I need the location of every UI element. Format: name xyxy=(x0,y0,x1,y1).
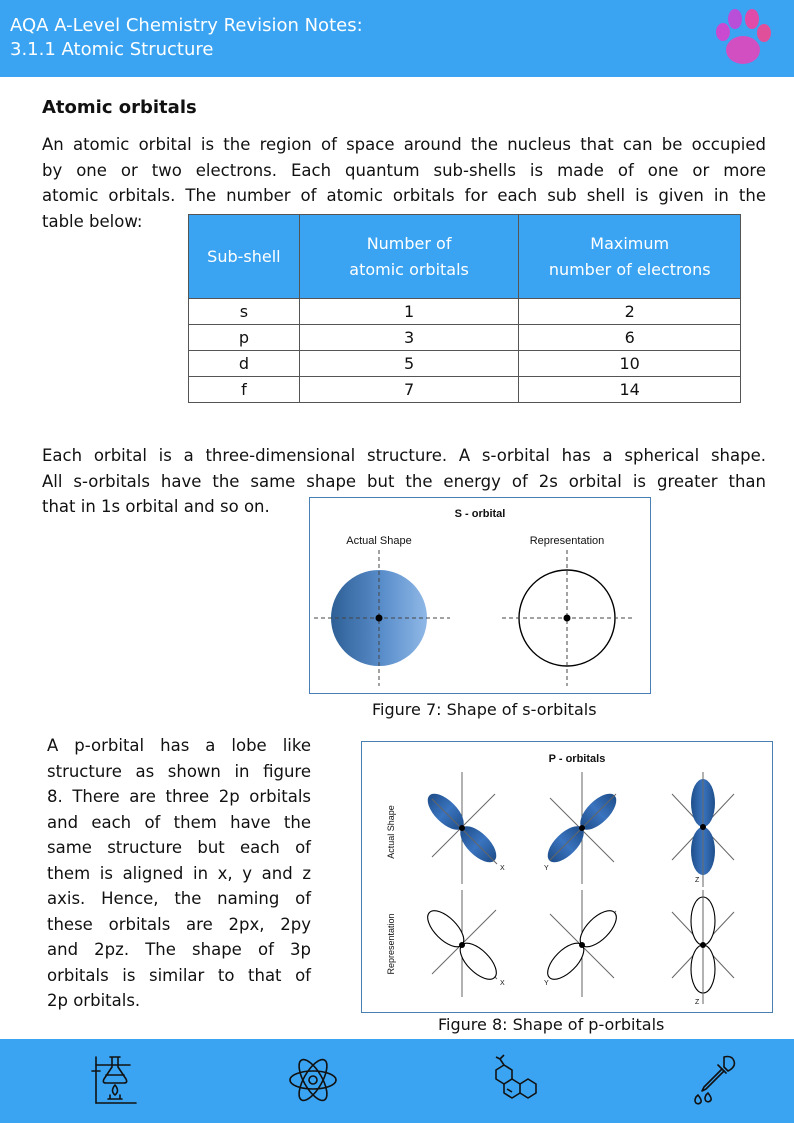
figure7-title: S - orbital xyxy=(454,508,506,520)
figure8-row2-label: Representation xyxy=(386,913,396,975)
molecule-icon xyxy=(484,1051,542,1109)
s-orbital-actual-shape xyxy=(314,550,450,686)
header-max-electrons: Maximum number of electrons xyxy=(519,215,741,299)
bunsen-burner-flask-icon xyxy=(84,1051,142,1109)
py-orbital-actual xyxy=(542,772,623,884)
p-orbital-paragraph xyxy=(47,733,311,1014)
figure8-caption: Figure 8: Shape of p-orbitals xyxy=(438,1015,665,1034)
paw-print-icon xyxy=(712,6,774,70)
text-line: A p-orbital has a lobe like xyxy=(47,736,311,755)
text-line: that in 1s orbital and so on. xyxy=(42,497,270,516)
figure-p-orbitals xyxy=(361,741,773,1013)
section-title: Atomic orbitals xyxy=(42,97,197,118)
px-orbital-actual xyxy=(422,772,505,884)
table-cell: 14 xyxy=(519,377,741,403)
table-header-row xyxy=(189,215,741,299)
orbitals-table xyxy=(188,214,741,403)
header-title-line1: AQA A-Level Chemistry Revision Notes: xyxy=(10,15,363,36)
text-line: All s-orbitals have the same shape but the energy of 2s orbital is greater than xyxy=(42,471,766,491)
s-orbital-representation xyxy=(502,550,632,686)
table-cell: 1 xyxy=(299,299,519,325)
axis-label-z: Z xyxy=(695,999,700,1006)
text-line: An atomic orbital is the region of space around the nucleus that can be occupied xyxy=(42,135,766,154)
table-row xyxy=(189,351,741,377)
figure8-row1-label: Actual Shape xyxy=(386,805,396,859)
text-line: these orbitals are 2px, 2py xyxy=(47,914,311,934)
text-line: and each of them have the xyxy=(47,812,311,832)
px-orbital-representation xyxy=(422,890,505,997)
table-cell: p xyxy=(189,325,300,351)
header-title xyxy=(10,14,363,62)
page-header xyxy=(0,0,794,77)
text-line: 2p orbitals. xyxy=(47,991,141,1010)
axis-label-x: X xyxy=(500,980,505,987)
table-row xyxy=(189,325,741,351)
header-title-line2: 3.1.1 Atomic Structure xyxy=(10,39,214,60)
table-cell: 7 xyxy=(299,377,519,403)
table-cell: f xyxy=(189,377,300,403)
pz-orbital-representation xyxy=(672,890,734,1006)
axis-label-x: X xyxy=(500,865,505,872)
figure7-caption: Figure 7: Shape of s-orbitals xyxy=(372,700,597,719)
axis-label-y: Y xyxy=(544,980,549,987)
dropper-icon xyxy=(684,1051,742,1109)
header-subshell: Sub-shell xyxy=(189,215,300,299)
text-line: table below: xyxy=(42,211,143,231)
atom-icon xyxy=(284,1051,342,1109)
text-line: them is aligned in x, y and z xyxy=(47,863,311,883)
table-cell: d xyxy=(189,351,300,377)
table-cell: s xyxy=(189,299,300,325)
page-footer xyxy=(0,1039,794,1123)
text-line: atomic orbitals. The number of atomic orbitals for each sub shell is given in the xyxy=(42,186,766,205)
pz-orbital-actual xyxy=(672,772,734,887)
text-line: 8. There are three 2p orbitals xyxy=(47,787,311,806)
axis-label-z: Z xyxy=(695,877,700,884)
text-line: and 2pz. The shape of 3p xyxy=(47,940,311,959)
text-line: structure as shown in figure xyxy=(47,761,311,781)
table-cell: 6 xyxy=(519,325,741,351)
figure-s-orbital xyxy=(309,497,651,694)
figure8-title: P - orbitals xyxy=(548,753,606,765)
table-cell: 10 xyxy=(519,351,741,377)
text-line: Each orbital is a three-dimensional structure. A s-orbital has a spherical shape. xyxy=(42,446,766,465)
figure7-left-label: Actual Shape xyxy=(346,535,412,547)
table-row xyxy=(189,299,741,325)
table-row xyxy=(189,377,741,403)
text-line: axis. Hence, the naming of xyxy=(47,889,311,908)
table-cell: 3 xyxy=(299,325,519,351)
table-cell: 5 xyxy=(299,351,519,377)
text-line: orbitals is similar to that of xyxy=(47,965,311,985)
figure7-right-label: Representation xyxy=(529,535,605,547)
text-line: by one or two electrons. Each quantum sub-shells is made of one or more xyxy=(42,160,766,180)
py-orbital-representation xyxy=(542,890,623,997)
header-number-orbitals: Number of atomic orbitals xyxy=(299,215,519,299)
table-cell: 2 xyxy=(519,299,741,325)
text-line: same structure but each of xyxy=(47,838,311,857)
axis-label-y: Y xyxy=(544,865,549,872)
